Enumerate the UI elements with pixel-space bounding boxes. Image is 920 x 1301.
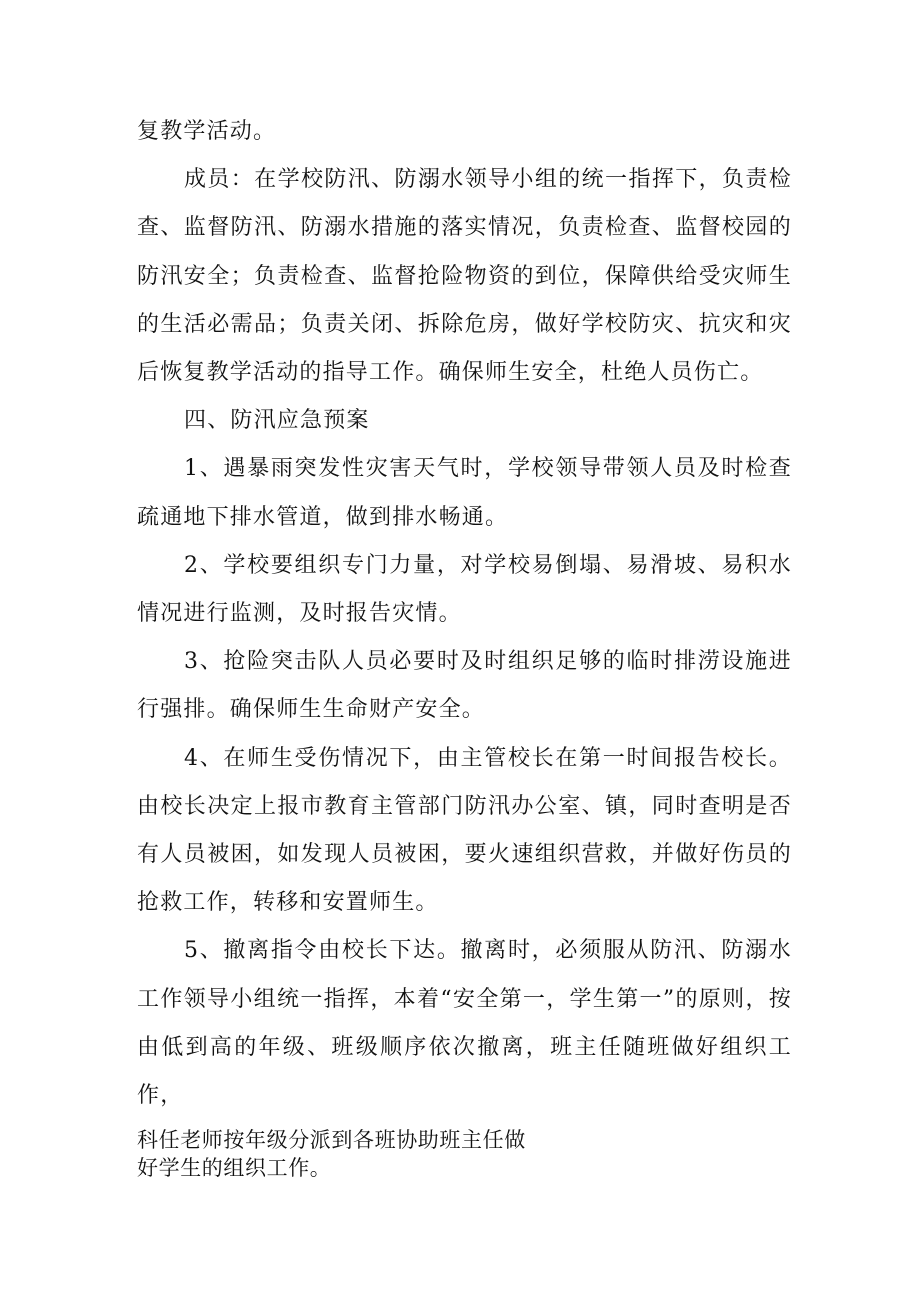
- tail-line-1: 科任老师按年级分派到各班协助班主任做: [137, 1128, 526, 1153]
- plan-item-3: 3、抢险突击队人员必要时及时组织足够的临时排涝设施进行强排。确保师生生命财产安全。: [137, 649, 792, 723]
- plan-item-1: 1、遇暴雨突发性灾害天气时，学校领导带领人员及时检查疏通地下排水管道，做到排水畅通。: [137, 456, 792, 530]
- members-paragraph: 成员：在学校防汛、防溺水领导小组的统一指挥下，负责检查、监督防汛、防溺水措施的落实情况，负责检查、监督校园的防汛安全；负责检查、监督抢险物资的到位，保障供给受灾师生的生活必需品；负责关闭、拆除危房，做好学校防灾、抗灾和灾后恢复教学活动的指导工作。确保师生安全，杜绝人员伤亡。: [137, 167, 792, 386]
- continuation-paragraph: 复教学活动。: [137, 119, 277, 144]
- plan-item-4: 4、在师生受伤情况下，由主管校长在第一时间报告校长。由校长决定上报市教育主管部门防汛办公室、镇，同时查明是否有人员被困，如发现人员被困，要火速组织营救，并做好伤员的抢救工作，转移和安置师生。: [137, 745, 792, 916]
- plan-item-2: 2、学校要组织专门力量，对学校易倒塌、易滑坡、易积水情况进行监测，及时报告灾情。: [137, 552, 792, 627]
- section-heading: 四、防汛应急预案: [184, 408, 370, 434]
- plan-item-5: 5、撤离指令由校长下达。撤离时，必须服从防汛、防溺水工作领导小组统一指挥，本着“安全第一，学生第一”的原则，按由低到高的年级、班级顺序依次撤离，班主任随班做好组织工作，: [137, 938, 792, 1109]
- document-page: [137, 108, 792, 1182]
- tail-line-2: 好学生的组织工作。: [137, 1156, 332, 1181]
